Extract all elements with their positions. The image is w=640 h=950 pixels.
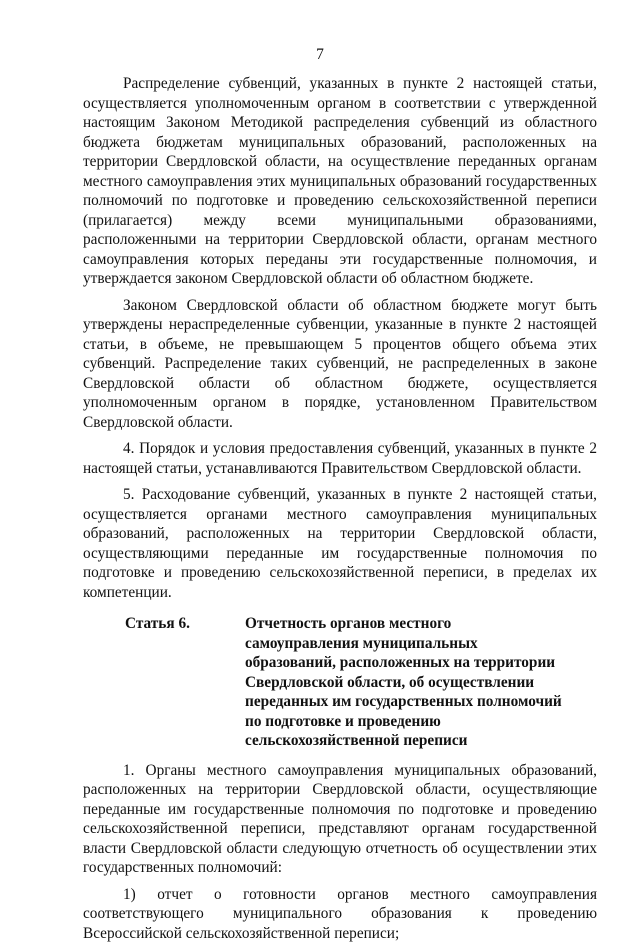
article-title: Отчетность органов местного самоуправления муниципальных образований, расположенных на территории Свердловской области, об осуществлении переданных им государственных полномочий по подготовке и проведению сельскохозяйственной переписи	[245, 615, 562, 749]
article-heading	[83, 614, 597, 751]
paragraph-item-5: 5. Расходование субвенций, указанных в пункте 2 настоящей статьи, осуществляется органами местного самоуправления муниципальных образований, расположенных на территории Свердловской области, осуществляющими переданные им государственные полномочия по подготовке и проведению сельскохозяйственной переписи, в пределах их компетенции.	[83, 486, 597, 601]
paragraph-article-item-1: 1. Органы местного самоуправления муниципальных образований, расположенных на территории Свердловской области, осуществляющие переданные им государственные полномочия по подготовке и проведению сельскохозяйственной переписи, представляют органам государственной власти Свердловской области следующую отчетность об осуществлении этих государственных полномочий:	[83, 761, 597, 876]
document-body	[83, 74, 597, 950]
paragraph-item-4: 4. Порядок и условия предоставления субвенций, указанных в пункте 2 настоящей статьи, устанавливаются Правительством Свердловской области.	[83, 440, 597, 477]
paragraph-undistributed-subventions: Законом Свердловской области об областном бюджете могут быть утверждены нераспределенные субвенции, указанные в пункте 2 настоящей статьи, в объеме, не превышающем 5 процентов общего объема этих субвенций. Распределение таких субвенций, не распределенных в законе Свердловской области об областном бюджете, осуществляется уполномоченным органом в порядке, установленном Правительством Свердловской области.	[83, 296, 597, 431]
page-number: 7	[316, 46, 324, 63]
article-number: Статья 6.	[125, 615, 190, 632]
paragraph-subvention-distribution: Распределение субвенций, указанных в пункте 2 настоящей статьи, осуществляется уполномоченным органом в соответствии с утвержденной настоящим Законом Методикой распределения субвенций из областного бюджета бюджетам муниципальных образований, расположенных на территории Свердловской области, на осуществление переданных органам местного самоуправления этих муниципальных образований государственных полномочий по подготовке и проведению сельскохозяйственной переписи (прилагается) между всеми муниципальными образованиями, расположенными на территории Свердловской области, органам местного самоуправления которых переданы эти государственные полномочия, и утверждается законом Свердловской области об областном бюджете.	[83, 75, 597, 287]
paragraph-article-subitem-1: 1) отчет о готовности органов местного самоуправления соответствующего муниципального образования к проведению Всероссийской сельскохозяйственной переписи;	[83, 885, 597, 942]
